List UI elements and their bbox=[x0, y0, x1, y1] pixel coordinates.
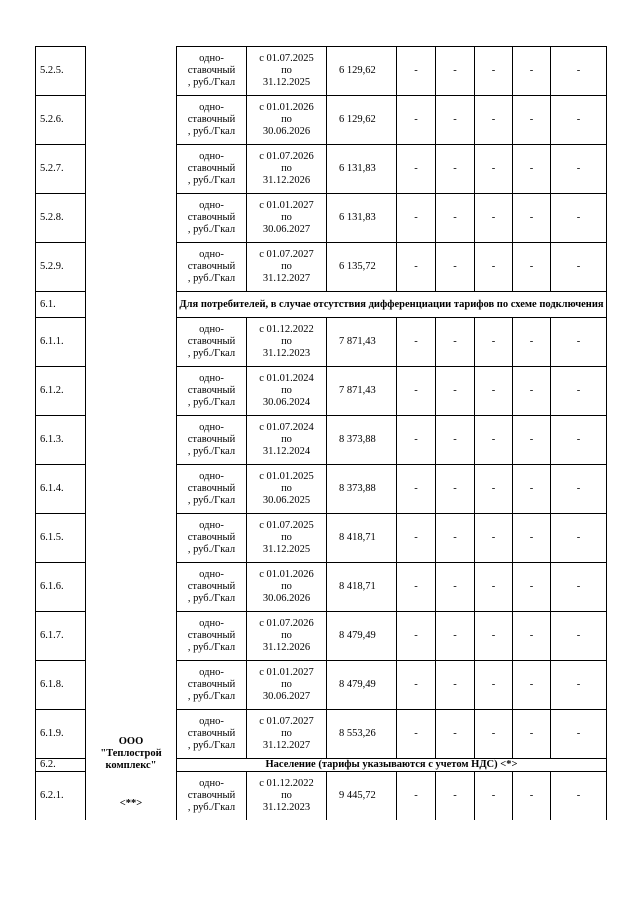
tariff-unit: одно- ставочный , руб./Гкал bbox=[177, 514, 247, 563]
empty-value-dash: - bbox=[436, 710, 475, 759]
empty-value-dash: - bbox=[397, 710, 436, 759]
validity-period: с 01.07.2025 по 31.12.2025 bbox=[247, 47, 327, 96]
empty-value-dash: - bbox=[513, 772, 551, 821]
empty-value-dash: - bbox=[397, 96, 436, 145]
tariff-unit: одно- ставочный , руб./Гкал bbox=[177, 194, 247, 243]
tariff-value: 8 373,88 bbox=[327, 416, 397, 465]
organization-note: <**> bbox=[119, 798, 143, 809]
empty-value-dash: - bbox=[397, 367, 436, 416]
tariff-unit: одно- ставочный , руб./Гкал bbox=[177, 465, 247, 514]
empty-value-dash: - bbox=[551, 465, 607, 514]
empty-value-dash: - bbox=[551, 96, 607, 145]
tariff-value: 8 479,49 bbox=[327, 661, 397, 710]
empty-value-dash: - bbox=[475, 47, 513, 96]
tariff-unit: одно- ставочный , руб./Гкал bbox=[177, 96, 247, 145]
tariff-unit: одно- ставочный , руб./Гкал bbox=[177, 612, 247, 661]
empty-value-dash: - bbox=[436, 47, 475, 96]
validity-period: с 01.07.2025 по 31.12.2025 bbox=[247, 514, 327, 563]
empty-value-dash: - bbox=[551, 416, 607, 465]
row-index: 6.1.4. bbox=[36, 465, 86, 514]
validity-period: с 01.07.2027 по 31.12.2027 bbox=[247, 243, 327, 292]
tariff-value: 7 871,43 bbox=[327, 367, 397, 416]
empty-value-dash: - bbox=[475, 243, 513, 292]
row-index: 6.2.1. bbox=[36, 772, 86, 821]
empty-value-dash: - bbox=[513, 514, 551, 563]
row-index: 6.1.9. bbox=[36, 710, 86, 759]
row-index: 5.2.9. bbox=[36, 243, 86, 292]
row-index: 6.1.6. bbox=[36, 563, 86, 612]
tariff-value: 6 129,62 bbox=[327, 96, 397, 145]
section-heading: Для потребителей, в случае отсутствия дифференциации тарифов по схеме подключения bbox=[177, 292, 607, 318]
row-index: 5.2.5. bbox=[36, 47, 86, 96]
tariff-unit: одно- ставочный , руб./Гкал bbox=[177, 47, 247, 96]
tariff-value: 6 135,72 bbox=[327, 243, 397, 292]
empty-value-dash: - bbox=[475, 612, 513, 661]
tariff-unit: одно- ставочный , руб./Гкал bbox=[177, 772, 247, 821]
validity-period: с 01.01.2027 по 30.06.2027 bbox=[247, 661, 327, 710]
empty-value-dash: - bbox=[436, 514, 475, 563]
empty-value-dash: - bbox=[436, 772, 475, 821]
tariff-unit: одно- ставочный , руб./Гкал bbox=[177, 243, 247, 292]
empty-value-dash: - bbox=[397, 194, 436, 243]
tariff-value: 6 131,83 bbox=[327, 194, 397, 243]
row-index: 5.2.7. bbox=[36, 145, 86, 194]
empty-value-dash: - bbox=[397, 563, 436, 612]
empty-value-dash: - bbox=[397, 47, 436, 96]
empty-value-dash: - bbox=[436, 563, 475, 612]
empty-value-dash: - bbox=[513, 318, 551, 367]
validity-period: с 01.01.2026 по 30.06.2026 bbox=[247, 96, 327, 145]
empty-value-dash: - bbox=[551, 318, 607, 367]
empty-value-dash: - bbox=[513, 661, 551, 710]
validity-period: с 01.01.2024 по 30.06.2024 bbox=[247, 367, 327, 416]
empty-value-dash: - bbox=[397, 465, 436, 514]
validity-period: с 01.01.2025 по 30.06.2025 bbox=[247, 465, 327, 514]
empty-value-dash: - bbox=[551, 514, 607, 563]
empty-value-dash: - bbox=[551, 145, 607, 194]
validity-period: с 01.07.2026 по 31.12.2026 bbox=[247, 612, 327, 661]
tariff-value: 8 418,71 bbox=[327, 563, 397, 612]
row-index: 6.1. bbox=[36, 292, 86, 318]
row-index: 6.1.3. bbox=[36, 416, 86, 465]
empty-value-dash: - bbox=[397, 416, 436, 465]
organization-cell bbox=[86, 47, 177, 821]
empty-value-dash: - bbox=[475, 318, 513, 367]
empty-value-dash: - bbox=[513, 194, 551, 243]
row-index: 5.2.6. bbox=[36, 96, 86, 145]
tariff-table-body bbox=[36, 47, 607, 821]
empty-value-dash: - bbox=[551, 47, 607, 96]
empty-value-dash: - bbox=[397, 243, 436, 292]
empty-value-dash: - bbox=[513, 96, 551, 145]
empty-value-dash: - bbox=[475, 563, 513, 612]
empty-value-dash: - bbox=[475, 710, 513, 759]
empty-value-dash: - bbox=[475, 465, 513, 514]
tariff-unit: одно- ставочный , руб./Гкал bbox=[177, 661, 247, 710]
validity-period: с 01.01.2027 по 30.06.2027 bbox=[247, 194, 327, 243]
empty-value-dash: - bbox=[513, 367, 551, 416]
empty-value-dash: - bbox=[513, 465, 551, 514]
empty-value-dash: - bbox=[551, 563, 607, 612]
row-index: 6.2. bbox=[36, 759, 86, 772]
empty-value-dash: - bbox=[551, 772, 607, 821]
validity-period: с 01.12.2022 по 31.12.2023 bbox=[247, 772, 327, 821]
row-index: 6.1.8. bbox=[36, 661, 86, 710]
tariff-unit: одно- ставочный , руб./Гкал bbox=[177, 416, 247, 465]
empty-value-dash: - bbox=[475, 416, 513, 465]
table-row bbox=[36, 47, 607, 96]
empty-value-dash: - bbox=[436, 416, 475, 465]
empty-value-dash: - bbox=[475, 367, 513, 416]
empty-value-dash: - bbox=[551, 194, 607, 243]
empty-value-dash: - bbox=[513, 612, 551, 661]
empty-value-dash: - bbox=[436, 367, 475, 416]
empty-value-dash: - bbox=[551, 710, 607, 759]
empty-value-dash: - bbox=[436, 96, 475, 145]
row-index: 5.2.8. bbox=[36, 194, 86, 243]
tariff-value: 6 131,83 bbox=[327, 145, 397, 194]
empty-value-dash: - bbox=[551, 661, 607, 710]
empty-value-dash: - bbox=[551, 367, 607, 416]
tariff-value: 8 479,49 bbox=[327, 612, 397, 661]
empty-value-dash: - bbox=[397, 612, 436, 661]
tariff-unit: одно- ставочный , руб./Гкал bbox=[177, 318, 247, 367]
empty-value-dash: - bbox=[475, 514, 513, 563]
empty-value-dash: - bbox=[513, 710, 551, 759]
empty-value-dash: - bbox=[436, 465, 475, 514]
empty-value-dash: - bbox=[397, 661, 436, 710]
validity-period: с 01.07.2027 по 31.12.2027 bbox=[247, 710, 327, 759]
validity-period: с 01.07.2024 по 31.12.2024 bbox=[247, 416, 327, 465]
tariff-value: 8 418,71 bbox=[327, 514, 397, 563]
empty-value-dash: - bbox=[436, 318, 475, 367]
empty-value-dash: - bbox=[397, 145, 436, 194]
tariff-value: 7 871,43 bbox=[327, 318, 397, 367]
tariff-value: 9 445,72 bbox=[327, 772, 397, 821]
empty-value-dash: - bbox=[551, 243, 607, 292]
empty-value-dash: - bbox=[436, 243, 475, 292]
row-index: 6.1.2. bbox=[36, 367, 86, 416]
empty-value-dash: - bbox=[475, 96, 513, 145]
empty-value-dash: - bbox=[436, 145, 475, 194]
validity-period: с 01.07.2026 по 31.12.2026 bbox=[247, 145, 327, 194]
empty-value-dash: - bbox=[513, 47, 551, 96]
tariff-value: 6 129,62 bbox=[327, 47, 397, 96]
tariff-unit: одно- ставочный , руб./Гкал bbox=[177, 563, 247, 612]
empty-value-dash: - bbox=[513, 563, 551, 612]
tariff-value: 8 373,88 bbox=[327, 465, 397, 514]
tariff-unit: одно- ставочный , руб./Гкал bbox=[177, 710, 247, 759]
organization-name: ООО "Теплострой комплекс" bbox=[100, 736, 162, 771]
empty-value-dash: - bbox=[475, 194, 513, 243]
empty-value-dash: - bbox=[513, 243, 551, 292]
validity-period: с 01.12.2022 по 31.12.2023 bbox=[247, 318, 327, 367]
tariff-value: 8 553,26 bbox=[327, 710, 397, 759]
empty-value-dash: - bbox=[397, 318, 436, 367]
row-index: 6.1.5. bbox=[36, 514, 86, 563]
empty-value-dash: - bbox=[397, 772, 436, 821]
empty-value-dash: - bbox=[475, 772, 513, 821]
empty-value-dash: - bbox=[475, 661, 513, 710]
empty-value-dash: - bbox=[397, 514, 436, 563]
row-index: 6.1.7. bbox=[36, 612, 86, 661]
empty-value-dash: - bbox=[436, 612, 475, 661]
empty-value-dash: - bbox=[513, 416, 551, 465]
empty-value-dash: - bbox=[436, 661, 475, 710]
section-heading: Население (тарифы указываются с учетом НДС) <*> bbox=[177, 759, 607, 772]
validity-period: с 01.01.2026 по 30.06.2026 bbox=[247, 563, 327, 612]
tariff-table bbox=[35, 46, 607, 820]
tariff-unit: одно- ставочный , руб./Гкал bbox=[177, 145, 247, 194]
empty-value-dash: - bbox=[513, 145, 551, 194]
row-index: 6.1.1. bbox=[36, 318, 86, 367]
empty-value-dash: - bbox=[551, 612, 607, 661]
tariff-unit: одно- ставочный , руб./Гкал bbox=[177, 367, 247, 416]
empty-value-dash: - bbox=[436, 194, 475, 243]
empty-value-dash: - bbox=[475, 145, 513, 194]
